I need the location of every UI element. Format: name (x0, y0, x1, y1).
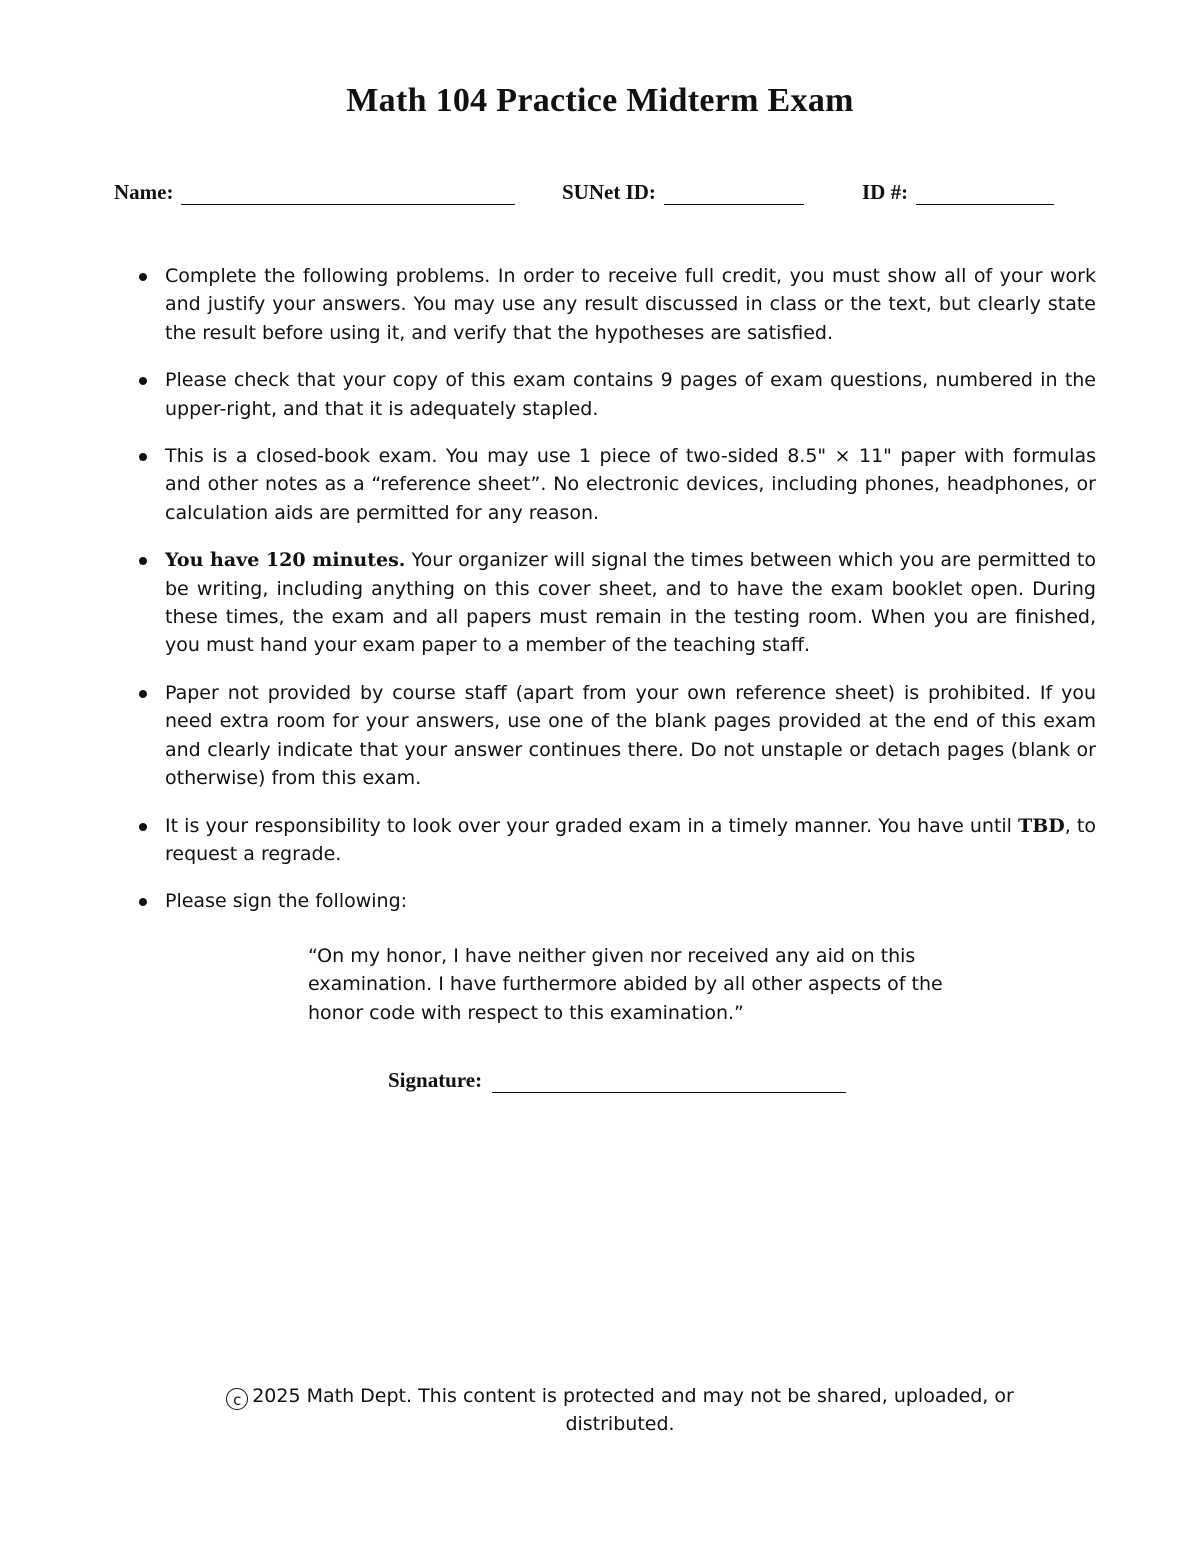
bullet-icon (139, 273, 147, 281)
instruction-text: Paper not provided by course staff (apart from your own reference sheet) is prohibited. If you need extra room for your answers, use one of the blank pages provided at the end of this exam and clearly indicate that your answer continues there. Do not unstaple or detach pages (blank or otherwise) from this exam. (165, 681, 1096, 790)
instruction-text: It is your responsibility to look over your graded exam in a timely manner. You have until (165, 814, 1019, 837)
sunet-line[interactable] (664, 182, 804, 205)
instruction-text: Complete the following problems. In order to receive full credit, you must show all of your work and justify your answers. You may use any result discussed in class or the text, but clearly state the result before using it, and verify that the hypotheses are satisfied. (165, 265, 1096, 344)
bullet-icon (139, 898, 147, 906)
regrade-deadline: TBD (1018, 814, 1065, 837)
instruction-text: Please sign the following: (165, 890, 408, 913)
time-limit: You have 120 minutes. (165, 549, 406, 572)
instruction-item (136, 679, 1096, 793)
sunet-field[interactable] (562, 180, 804, 205)
student-info-fields (114, 180, 1084, 214)
instruction-text: Your organizer will signal the times between which you are permitted to be writing, including anything on this cover sheet, and to have the exam booklet open. During these times, the exam and all papers must remain in the testing room. When you are finished, you must hand your exam paper to a member of the teaching staff. (165, 549, 1096, 657)
instruction-item (136, 812, 1096, 869)
exam-title: Math 104 Practice Midterm Exam (346, 82, 854, 119)
name-field[interactable] (114, 180, 515, 205)
bullet-icon (139, 823, 147, 831)
copyright-text: 2025 Math Dept. This content is protected and may not be shared, uploaded, or distributed. (252, 1385, 1014, 1436)
honor-statement: “On my honor, I have neither given nor received any aid on this examination. I have furthermore abided by all other aspects of the honor code with respect to this examination.” (308, 945, 943, 1024)
sunet-label: SUNet ID: (562, 180, 656, 204)
signature-label: Signature: (388, 1068, 483, 1092)
name-line[interactable] (181, 182, 515, 205)
instructions-list (136, 262, 1096, 935)
signature-field[interactable] (388, 1068, 846, 1093)
bullet-icon (139, 377, 147, 385)
instruction-item (136, 546, 1096, 660)
instruction-text: , to request a regrade. (165, 814, 1097, 865)
copyright-footer (180, 1382, 1060, 1439)
instruction-text: Please check that your copy of this exam contains 9 pages of exam questions, numbered in the upper-right, and that it is adequately stapled. (165, 369, 1096, 420)
bullet-icon (139, 453, 147, 461)
bullet-icon (139, 557, 147, 565)
instruction-item (136, 262, 1096, 347)
name-label: Name: (114, 180, 174, 204)
id-label: ID #: (862, 180, 909, 204)
copyright-icon: c (226, 1388, 248, 1410)
instruction-item (136, 442, 1096, 527)
signature-line[interactable] (492, 1070, 846, 1093)
id-field[interactable] (862, 180, 1054, 205)
id-line[interactable] (916, 182, 1054, 205)
bullet-icon (139, 690, 147, 698)
instruction-text: This is a closed-book exam. You may use 1 piece of two-sided 8.5" × 11" paper with formulas and other notes as a “reference sheet”. No electronic devices, including phones, headphones, or calculation aids are permitted for any reason. (165, 445, 1096, 524)
instruction-item (136, 887, 1096, 915)
instruction-item (136, 366, 1096, 423)
